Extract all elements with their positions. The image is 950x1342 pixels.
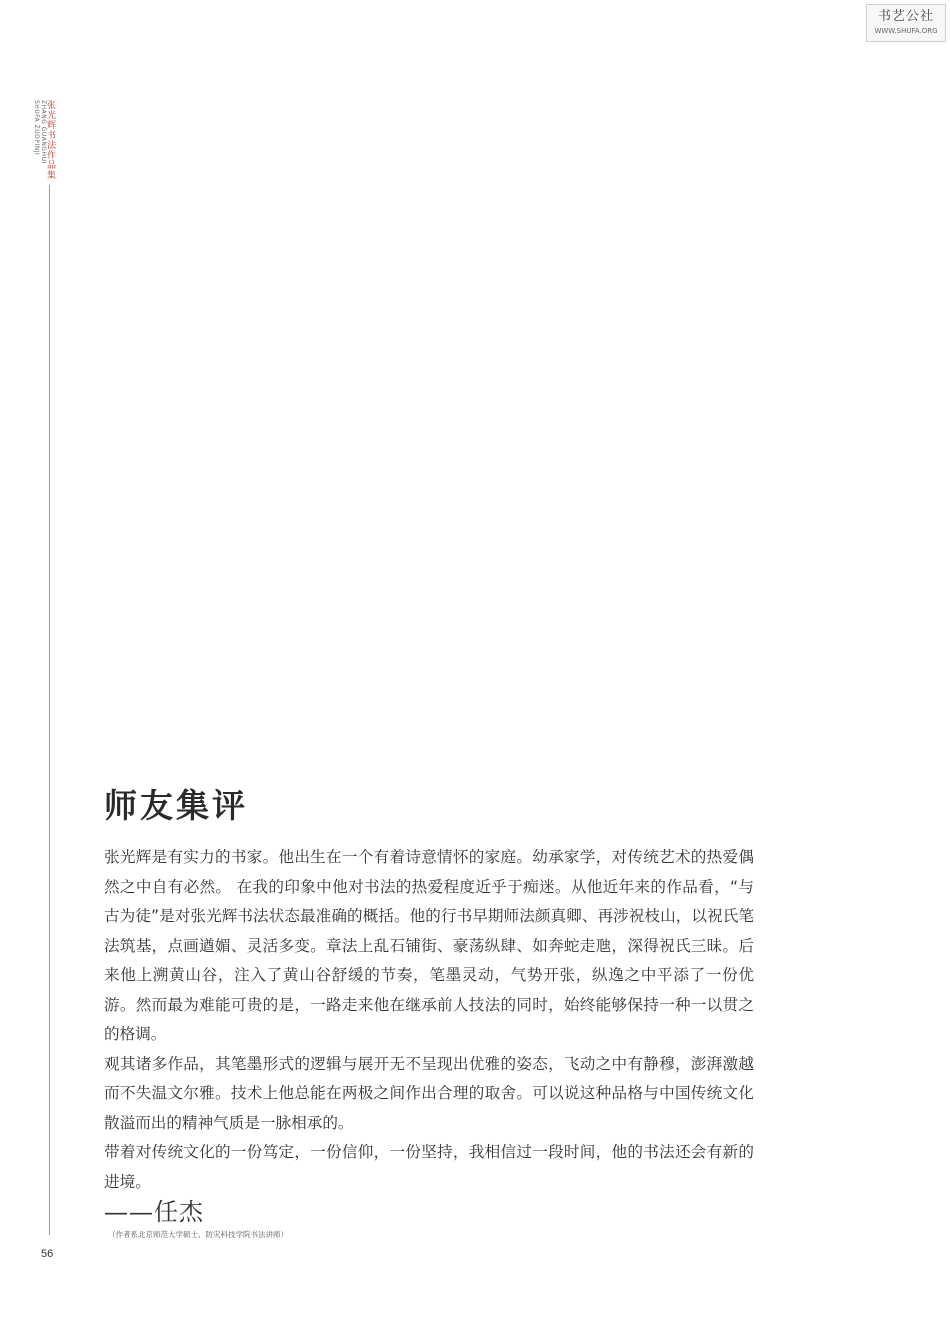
watermark-brand: 书艺公社 — [877, 9, 934, 24]
spine-title-pinyin: ZHANG GUANGHUI SHUFA ZUOPINJI — [33, 100, 47, 164]
paragraph: 观其诸多作品，其笔墨形式的逻辑与展开无不呈现出优雅的姿态，飞动之中有静穆，澎湃激越而不失温文尔雅。技术上他总能在两极之间作出合理的取舍。可以说这种品格与中国传统文化散溢而出的精神气质是一脉相承的。 — [104, 1054, 754, 1132]
page-title: 师友集评 — [104, 786, 248, 825]
watermark-url: WWW.SHUFA.ORG — [874, 27, 938, 35]
paragraph: 张光辉是有实力的书家。他出生在一个有着诗意情怀的家庭。幼承家学，对传统艺术的热爱偶然之中自有必然。 在我的印象中他对书法的热爱程度近乎于痴迷。从他近年来的作品看，“与古为徒”是对张光辉书法状态最准确的概括。他的行书早期师法颜真卿、再涉祝枝山，以祝氏笔法筑基，点画遒媚、灵活多变。章法上乱石铺街、豪荡纵肆、如奔蛇走虺，深得祝氏三昧。后来他上溯黄山谷，注入了黄山谷舒缓的节奏，笔墨灵动，气势开张，纵逸之中平添了一份优游。然而最为难能可贵的是，一路走来他在继承前人技法的同时，始终能够保持一种一以贯之的格调。 — [104, 848, 754, 1043]
watermark-stamp — [866, 4, 946, 42]
author-credentials: （作者系北京师范大学硕士、防灾科技学院书法讲师） — [108, 1230, 288, 1239]
author-signature: ——任杰 — [104, 1198, 204, 1226]
spine-title-chinese: 张光辉书法作品集 — [45, 100, 55, 180]
paragraph: 带着对传统文化的一份笃定，一份信仰，一份坚持，我相信过一段时间，他的书法还会有新的进境。 — [104, 1143, 754, 1191]
page-number: 56 — [41, 1248, 54, 1260]
review-body — [104, 843, 754, 1197]
spine-divider — [49, 185, 50, 1235]
spine-label — [30, 100, 56, 180]
